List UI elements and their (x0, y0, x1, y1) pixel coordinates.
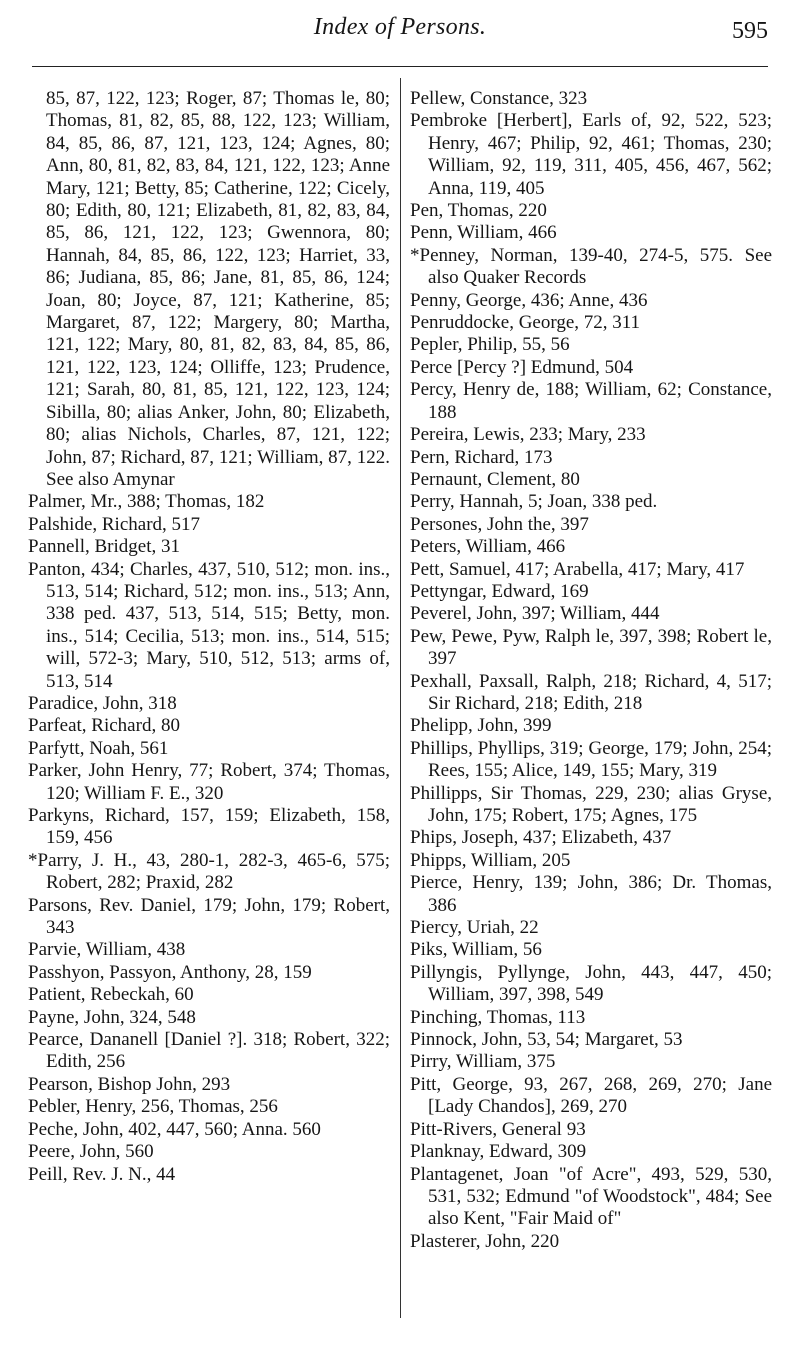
index-entry: Parfeat, Richard, 80 (28, 715, 180, 737)
index-entry: Pepler, Philip, 55, 56 (410, 334, 570, 356)
index-entry: Parkyns, Richard, 157, 159; Elizabeth, 158, 159, 456 (28, 805, 390, 849)
index-entry: Phillipps, Sir Thomas, 229, 230; alias Gryse, John, 175; Robert, 175; Agnes, 175 (410, 782, 772, 826)
index-entry: Phillips, Phyllips, 319; George, 179; John, 254; Rees, 155; Alice, 149, 155; Mary, 319 (410, 737, 772, 782)
index-entry: Pereira, Lewis, 233; Mary, 233 (410, 424, 646, 446)
left-column (28, 88, 390, 1186)
index-entry: *Parry, J. H., 43, 280-1, 282-3, 465-6, 575; Robert, 282; Praxid, 282 (28, 849, 390, 894)
index-entry: Pitt-Rivers, General 93 (410, 1118, 586, 1140)
index-entry: Pew, Pewe, Pyw, Ralph le, 397, 398; Robert le, 397 (410, 625, 772, 670)
index-entry: Phelipp, John, 399 (410, 715, 552, 737)
index-entry: Peill, Rev. J. N., 44 (28, 1163, 176, 1185)
index-entry: Panton, 434; Charles, 437, 510, 512; mon. ins., 513, 514; Richard, 512; mon. ins., 513; Ann, 338 ped. 437, 513, 514, 515; Betty, mon. ins., 514; Cecilia, 513; mon. ins., 514, 515; will, 572-3; Mary, 510, 512, 513; arms of, 513, 514 (28, 558, 390, 692)
index-entry: Pellew, Constance, 323 (410, 88, 588, 109)
index-entry: Piks, William, 56 (410, 939, 542, 961)
index-entry: Passhyon, Passyon, Anthony, 28, 159 (28, 961, 312, 983)
index-entry: Pinnock, John, 53, 54; Margaret, 53 (410, 1029, 683, 1051)
index-entry: Pearson, Bishop John, 293 (28, 1073, 231, 1095)
index-entry: Parvie, William, 438 (28, 939, 186, 961)
index-entry: Peche, John, 402, 447, 560; Anna. 560 (28, 1118, 321, 1140)
index-entry: Pett, Samuel, 417; Arabella, 417; Mary, 417 (410, 558, 745, 580)
index-entry: Percy, Henry de, 188; William, 62; Constance, 188 (410, 379, 772, 423)
column-divider (400, 78, 401, 1318)
index-entry: Pembroke [Herbert], Earls of, 92, 522, 523; Henry, 467; Philip, 92, 461; Thomas, 230; William, 92, 119, 311, 405, 456, 467, 562; Anna, 119, 405 (410, 110, 772, 199)
page-title: Index of Persons. (313, 14, 487, 40)
index-entry: Parker, John Henry, 77; Robert, 374; Thomas, 120; William F. E., 320 (28, 760, 390, 804)
index-entry: Pannell, Bridget, 31 (28, 536, 180, 558)
index-entry: Patient, Rebeckah, 60 (28, 984, 194, 1006)
index-entry: Pitt, George, 93, 267, 268, 269, 270; Jane [Lady Chandos], 269, 270 (410, 1073, 772, 1118)
index-entry: Pearce, Dananell [Daniel ?]. 318; Robert, 322; Edith, 256 (28, 1029, 390, 1073)
index-entry: Palshide, Richard, 517 (28, 513, 201, 535)
index-entry: Palmer, Mr., 388; Thomas, 182 (28, 491, 265, 513)
index-entry: Pettyngar, Edward, 169 (410, 580, 589, 602)
index-entry: Plantagenet, Joan "of Acre", 493, 529, 530, 531, 532; Edmund "of Woodstock", 484; See also Kent, "Fair Maid of" (410, 1163, 772, 1230)
index-entry: Pebler, Henry, 256, Thomas, 256 (28, 1096, 278, 1118)
index-entry-continuation: 85, 87, 122, 123; Roger, 87; Thomas le, 80; Thomas, 81, 82, 85, 88, 122, 123; William, 84, 85, 86, 87, 121, 123, 124; Agnes, 80; Ann, 80, 81, 82, 83, 84, 121, 122, 123; Anne Mary, 121; Betty, 85; Catherine, 122; Cicely, 80; Edith, 80, 121; Elizabeth, 81, 82, 83, 84, 85, 86, 121, 122, 123; Gwennora, 80; Hannah, 84, 85, 86, 122, 123; Harriet, 33, 86; Judiana, 85, 86; Jane, 81, 85, 86, 124; Joan, 80; Joyce, 87, 121; Katherine, 85; Margaret, 87, 122; Margery, 80; Martha, 121, 122; Mary, 80, 81, 82, 83, 84, 85, 86, 121, 122, 123, 124; Olliffe, 123; Prudence, 121; Sarah, 80, 81, 85, 121, 122, 123, 124; Sibilla, 80; alias Anker, John, 80; Elizabeth, 80; alias Nichols, Charles, 87, 121, 122; John, 87; Richard, 87, 121; William, 87, 122. See also Amynar (46, 88, 390, 490)
index-entry: Peere, John, 560 (28, 1141, 154, 1163)
header-rule (32, 66, 768, 67)
index-entry: Phipps, William, 205 (410, 849, 571, 871)
index-entry: Pernaunt, Clement, 80 (410, 468, 580, 490)
index-entry: Parfytt, Noah, 561 (28, 737, 169, 759)
index-entry: Planknay, Edward, 309 (410, 1141, 587, 1163)
index-entry: Pierce, Henry, 139; John, 386; Dr. Thomas, 386 (410, 872, 772, 916)
index-entry: Penn, William, 466 (410, 222, 557, 244)
index-entry: Penny, George, 436; Anne, 436 (410, 289, 648, 311)
index-entry: Perce [Percy ?] Edmund, 504 (410, 356, 634, 378)
index-entry: Pirry, William, 375 (410, 1051, 556, 1073)
index-entry: Piercy, Uriah, 22 (410, 917, 539, 939)
index-entry: Pen, Thomas, 220 (410, 200, 547, 222)
index-entry: Peverel, John, 397; William, 444 (410, 603, 660, 625)
index-entry: Pexhall, Paxsall, Ralph, 218; Richard, 4, 517; Sir Richard, 218; Edith, 218 (410, 670, 772, 714)
right-column (410, 88, 772, 1253)
index-entry: Parsons, Rev. Daniel, 179; John, 179; Robert, 343 (28, 894, 390, 939)
index-entry: Penruddocke, George, 72, 311 (410, 312, 641, 334)
index-entry: Perry, Hannah, 5; Joan, 338 ped. (410, 491, 658, 513)
page-number: 595 (732, 18, 768, 44)
index-entry: Phips, Joseph, 437; Elizabeth, 437 (410, 827, 672, 849)
index-entry: Pinching, Thomas, 113 (410, 1006, 586, 1028)
index-entry: Pillyngis, Pyllynge, John, 443, 447, 450; William, 397, 398, 549 (410, 961, 772, 1006)
page-header (0, 0, 800, 70)
index-entry: Plasterer, John, 220 (410, 1230, 560, 1252)
index-entry: *Penney, Norman, 139-40, 274-5, 575. See also Quaker Records (410, 244, 772, 289)
index-entry: Peters, William, 466 (410, 536, 566, 558)
index-entry: Persones, John the, 397 (410, 513, 589, 535)
index-entry: Pern, Richard, 173 (410, 446, 553, 468)
index-entry: Paradice, John, 318 (28, 692, 177, 714)
index-entry: Payne, John, 324, 548 (28, 1006, 196, 1028)
